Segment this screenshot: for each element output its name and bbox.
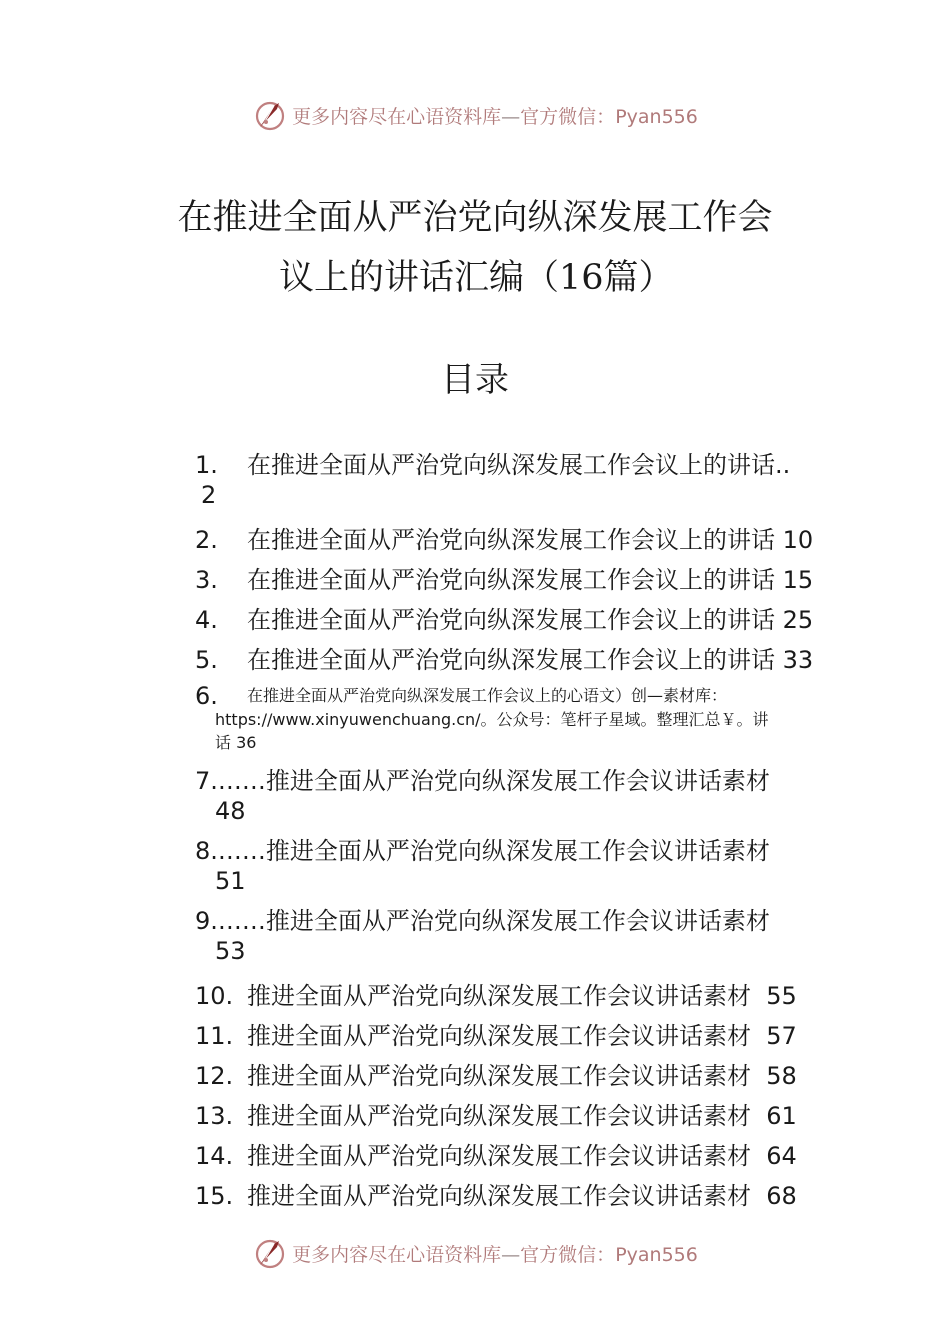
toc-entry-number: 12. bbox=[195, 1062, 234, 1090]
header-watermark-banner bbox=[0, 95, 950, 135]
toc-entry[interactable] bbox=[195, 1176, 835, 1216]
title-line-2: 议上的讲话汇编（16篇） bbox=[279, 258, 674, 298]
toc-entry[interactable] bbox=[195, 1056, 835, 1096]
title-line-1: 在推进全面从严治党向纵深发展工作会 bbox=[177, 198, 773, 238]
toc-entry[interactable] bbox=[195, 560, 835, 600]
toc-entry[interactable] bbox=[195, 640, 835, 680]
toc-entry[interactable] bbox=[195, 600, 835, 640]
toc-entry-text: 在推进全面从严治党向纵深发展工作会议上的讲话 bbox=[247, 566, 775, 594]
document-title bbox=[150, 188, 800, 308]
toc-entry-text: 在推进全面从严治党向纵深发展工作会议上的讲话 bbox=[247, 606, 775, 634]
toc-entry-text: ……推进全面从严治党向纵深发展工作会议讲话素材 bbox=[217, 837, 770, 865]
toc-entry[interactable] bbox=[195, 1136, 835, 1176]
toc-entry-text: 推进全面从严治党向纵深发展工作会议讲话素材 bbox=[247, 1062, 751, 1090]
toc-entry-page: 25 bbox=[782, 606, 814, 634]
toc-entry-page: 64 bbox=[766, 1142, 797, 1170]
toc-entry-page: 68 bbox=[766, 1182, 797, 1210]
toc-entry-text-continued: https://www.xinyuwenchuang.cn/。公众号：笔杆子星域。整理汇总￥。讲 bbox=[215, 710, 769, 729]
toc-entry-text: 推进全面从严治党向纵深发展工作会议讲话素材 bbox=[247, 1022, 751, 1050]
toc-entry-text: ……推进全面从严治党向纵深发展工作会议讲话素材 bbox=[217, 767, 770, 795]
toc-entry-page: 53 bbox=[215, 937, 246, 965]
toc-entry[interactable] bbox=[195, 680, 835, 766]
toc-entry-number: 2. bbox=[195, 526, 218, 554]
toc-entry[interactable] bbox=[195, 906, 835, 976]
toc-entry-text: ……推进全面从严治党向纵深发展工作会议讲话素材 bbox=[217, 907, 770, 935]
toc-entry-text: 推进全面从严治党向纵深发展工作会议讲话素材 bbox=[247, 1102, 751, 1130]
banner-text: 更多内容尽在心语资料库—官方微信：Pyan556 bbox=[292, 1243, 698, 1266]
toc-entry-page: 10 bbox=[782, 526, 814, 554]
toc-entry-number: 1. bbox=[195, 451, 218, 479]
toc-entry-number: 5. bbox=[195, 646, 218, 674]
toc-entry-number: 3. bbox=[195, 566, 218, 594]
toc-entry-page: 15 bbox=[782, 566, 814, 594]
toc-entry-page: 51 bbox=[215, 867, 246, 895]
toc-entry-text: 在推进全面从严治党向纵深发展工作会议上的心语文）创—素材库： bbox=[247, 686, 728, 705]
toc-entry-number: 6. bbox=[195, 682, 218, 710]
toc-entry[interactable] bbox=[195, 836, 835, 906]
footer-watermark-banner bbox=[0, 1233, 950, 1273]
quill-pen-icon bbox=[252, 1235, 288, 1271]
toc-entry-number: 4. bbox=[195, 606, 218, 634]
toc-entry-text-end: 话 36 bbox=[215, 733, 257, 752]
toc-entry-number: 7. bbox=[195, 767, 218, 795]
toc-entry-number: 10. bbox=[195, 982, 234, 1010]
toc-entry-number: 11. bbox=[195, 1022, 234, 1050]
toc-entry[interactable] bbox=[195, 450, 835, 520]
toc-entry-text: 在推进全面从严治党向纵深发展工作会议上的讲话 bbox=[247, 526, 775, 554]
toc-entry-page: 58 bbox=[766, 1062, 797, 1090]
toc-heading: 目录 bbox=[441, 360, 509, 400]
toc-entry[interactable] bbox=[195, 766, 835, 836]
toc-entry[interactable] bbox=[195, 1096, 835, 1136]
toc-entry-number: 13. bbox=[195, 1102, 234, 1130]
toc-entry-number: 14. bbox=[195, 1142, 234, 1170]
toc-entry-number: 9. bbox=[195, 907, 218, 935]
toc-entry-page: 48 bbox=[215, 797, 246, 825]
toc-entry-text: 在推进全面从严治党向纵深发展工作会议上的讲话.. bbox=[247, 451, 791, 479]
table-of-contents bbox=[195, 450, 835, 1216]
toc-entry-text: 在推进全面从严治党向纵深发展工作会议上的讲话 bbox=[247, 646, 775, 674]
toc-entry-page: 33 bbox=[782, 646, 814, 674]
toc-entry[interactable] bbox=[195, 520, 835, 560]
toc-entry-number: 15. bbox=[195, 1182, 234, 1210]
banner-text: 更多内容尽在心语资料库—官方微信：Pyan556 bbox=[292, 105, 698, 128]
toc-entry-page: 2 bbox=[201, 481, 217, 509]
toc-entry-page: 57 bbox=[766, 1022, 797, 1050]
toc-entry-text: 推进全面从严治党向纵深发展工作会议讲话素材 bbox=[247, 1182, 751, 1210]
toc-entry-page: 61 bbox=[766, 1102, 797, 1130]
toc-entry[interactable] bbox=[195, 1016, 835, 1056]
quill-pen-icon bbox=[252, 97, 288, 133]
toc-entry-number: 8. bbox=[195, 837, 218, 865]
toc-entry-text: 推进全面从严治党向纵深发展工作会议讲话素材 bbox=[247, 982, 751, 1010]
toc-entry[interactable] bbox=[195, 976, 835, 1016]
toc-entry-page: 55 bbox=[766, 982, 797, 1010]
toc-entry-text: 推进全面从严治党向纵深发展工作会议讲话素材 bbox=[247, 1142, 751, 1170]
